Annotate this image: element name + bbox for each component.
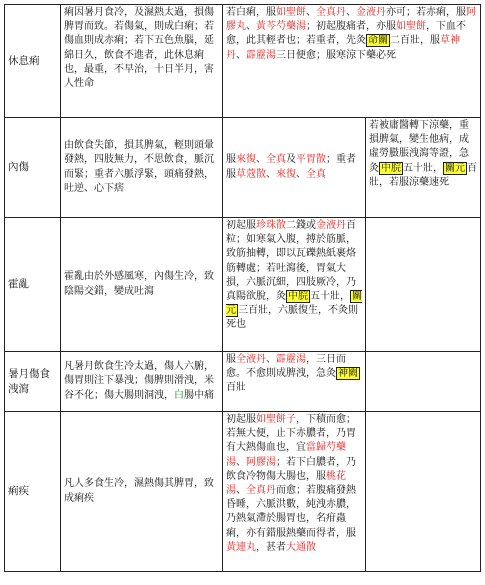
drug-name: 當歸芍藥湯 (226, 442, 346, 468)
drug-name: 珍珠散 (256, 220, 286, 231)
acupoint-mark: 關元 (445, 162, 465, 174)
drug-name: 如聖餅 (396, 21, 426, 33)
disease-name: 霍亂 (5, 218, 61, 352)
table-row (5, 118, 481, 218)
drug-name: 大通散 (286, 541, 316, 553)
empty-cell (366, 412, 481, 572)
acupoint-mark: 命關 (368, 35, 388, 47)
disease-name: 內傷 (5, 118, 61, 218)
drug-name: 平胃散 (296, 154, 326, 166)
drug-name: 金液丹 (316, 220, 346, 231)
acupuncture-table (4, 4, 481, 572)
drug-name: 草神丹 (226, 35, 460, 61)
drug-name: 阿膠丸 (226, 7, 476, 33)
drug-name: 全真 (306, 168, 326, 180)
disease-name: 休息痢 (5, 5, 61, 118)
cause-cell: 痢因暑月食冷，及濕熱太過，損傷脾胃而致。若傷氣，則成白痢；若傷血則成赤痢；若下五色魚腦，延綿日久，飲食不進者，此休息痢也，最重，不早治，十日半月，害人性命 (61, 5, 223, 118)
highlight-text: 白 (174, 389, 184, 401)
drug-name: 來復 (236, 154, 256, 166)
cause-cell: 凡人多食生冷，濕熱傷其脾胃，致成痢疾 (61, 412, 223, 572)
treatment-cell: 服來復、全真及平胃散；重者服草蔻散、來復、全真 (223, 118, 366, 218)
cause-cell: 凡暑月飲食生冷太過，傷人六腑，傷胃則注下暴洩；傷脾則滑洩，米谷不化；傷大腸則洞洩，白腸中痛 (61, 352, 223, 412)
treatment-cell: 初起服如聖餅子，下積而愈；若無大便，止下赤膿者，乃胃有大熱傷血也，宜當歸芍藥湯、阿膠湯；若下白膿者，乃飲食冷物傷大腸也，服桃花湯、全真丹而愈；若腹痛發熱昏睡，六脈洪數，純洩赤膿，乃熱氣滯於腸胃也，名疳蟲痢，亦有錯服熱藥而得者，服黃連丸，甚者大通散 (223, 412, 366, 572)
drug-name: 黃連丸 (226, 541, 256, 553)
disease-name: 暑月傷食洩瀉 (5, 352, 61, 412)
drug-name: 來復 (276, 168, 296, 180)
table-row (5, 352, 481, 412)
drug-name: 全真丹 (246, 485, 276, 497)
drug-name: 霹靂湯 (246, 49, 276, 61)
table-row (5, 218, 481, 352)
acupoint-mark: 神闕 (338, 368, 358, 380)
drug-name: 全真丹 (316, 7, 346, 18)
drug-name: 全液丹 (236, 354, 266, 365)
drug-name: 如聖餅子 (256, 414, 296, 425)
drug-name: 阿膠湯 (246, 456, 276, 468)
drug-name: 草蔻散 (236, 168, 266, 180)
treatment-cell: 若白痢，服如聖餅、全真丹、金液丹亦可；若赤痢，服阿膠丸、黃芩芍藥湯；初起腹痛者，亦服如聖餅，下血不愈，此其輕者也；若重者，先灸 命關 二百壯，服草神丹、霹靂湯三日便愈；服寒涼下藥必死 (223, 5, 481, 118)
treatment-cell: 初起服珍珠散二錢或金液丹百粒；如寒氣入腹，搏於筋脈，致筋抽轉，即以瓦礫熱紙裹烙筋轉處；若吐瀉後，胃氣大損，六脈沉細，四肢厥冷，乃真陽欲脫，灸 中脘 五十壯， 關元 三百壯，六脈復生，不灸則死也 (223, 218, 366, 352)
empty-cell (366, 352, 481, 412)
drug-name: 金液丹 (356, 7, 386, 18)
drug-name: 桃花湯 (226, 470, 346, 497)
note-cell: 若被庸醫轉下涼藥，重損脾氣，變生他病，成虛勞臌脹洩瀉等證，急灸 中脘 五十壯， 關元 百壯，若服涼藥速死 (366, 118, 481, 218)
drug-name: 如聖餅 (276, 7, 306, 18)
table-row (5, 5, 481, 118)
drug-name: 黃芩芍藥湯 (256, 21, 306, 33)
acupoint-mark: 中脘 (381, 162, 401, 174)
table-row (5, 412, 481, 572)
acupoint-mark: 關元 (226, 291, 362, 317)
drug-name: 霹靂湯 (276, 354, 306, 365)
acupoint-mark: 中脘 (288, 291, 308, 303)
empty-cell (366, 218, 481, 352)
disease-name: 痢疾 (5, 412, 61, 572)
cause-cell: 霍亂由於外感風寒，內傷生冷，致陰陽交錯，變成吐瀉 (61, 218, 223, 352)
cause-cell: 由飲食失節，損其脾氣，輕則頭暈發熱，四肢無力，不思飲食，脈沉而緊；重者六脈浮緊，頭痛發熱，吐逆、心下痞 (61, 118, 223, 218)
drug-name: 全真 (266, 154, 286, 166)
side-note: 服寒涼下藥必死 (326, 49, 396, 61)
treatment-cell: 服全液丹、霹靂湯，三日而愈。不愈則成脾洩，急灸 神闕百壯 (223, 352, 366, 412)
